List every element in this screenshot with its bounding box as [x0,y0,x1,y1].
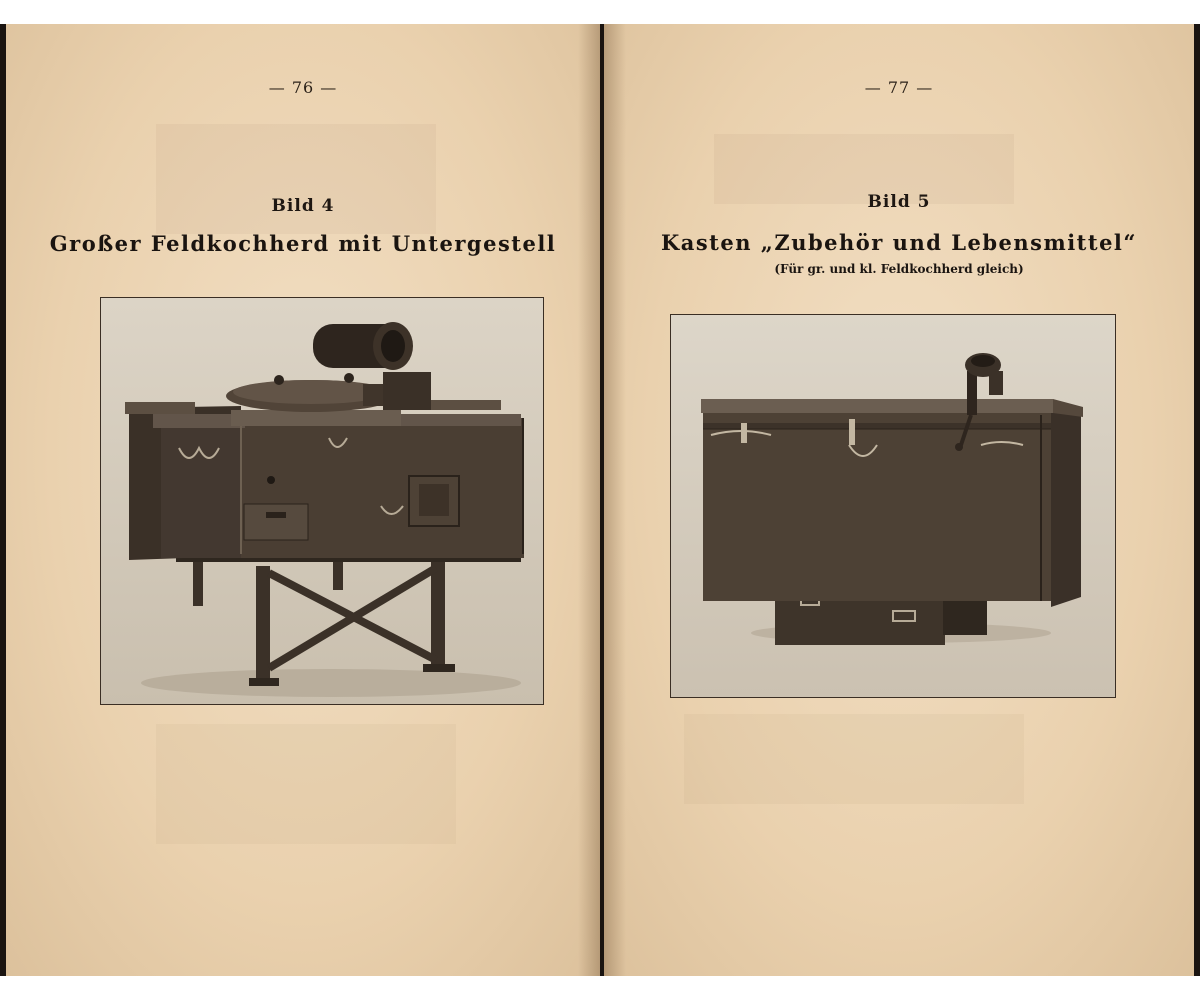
right-page [604,24,1194,976]
page-number: — 77 — [864,78,934,97]
page-number: — 76 — [268,78,338,97]
gutter-shadow [578,24,600,976]
figure-title: Kasten „Zubehör und Lebensmittel“ [660,230,1137,255]
figure-subtitle: (Für gr. und kl. Feldkochherd gleich) [774,262,1024,276]
figure-label: Bild 4 [271,196,335,216]
field-stove-illustration [101,298,543,704]
left-page [6,24,600,976]
bleed-through [156,124,436,234]
bleed-through [156,724,456,844]
supply-chest-illustration [671,315,1115,697]
figure-title: Großer Feldkochherd mit Untergestell [49,231,557,256]
field-stove-photo [100,297,544,705]
bleed-through [684,714,1024,804]
open-book [0,24,1200,976]
supply-chest-photo [670,314,1116,698]
figure-label: Bild 5 [867,192,931,212]
gutter-shadow [604,24,626,976]
